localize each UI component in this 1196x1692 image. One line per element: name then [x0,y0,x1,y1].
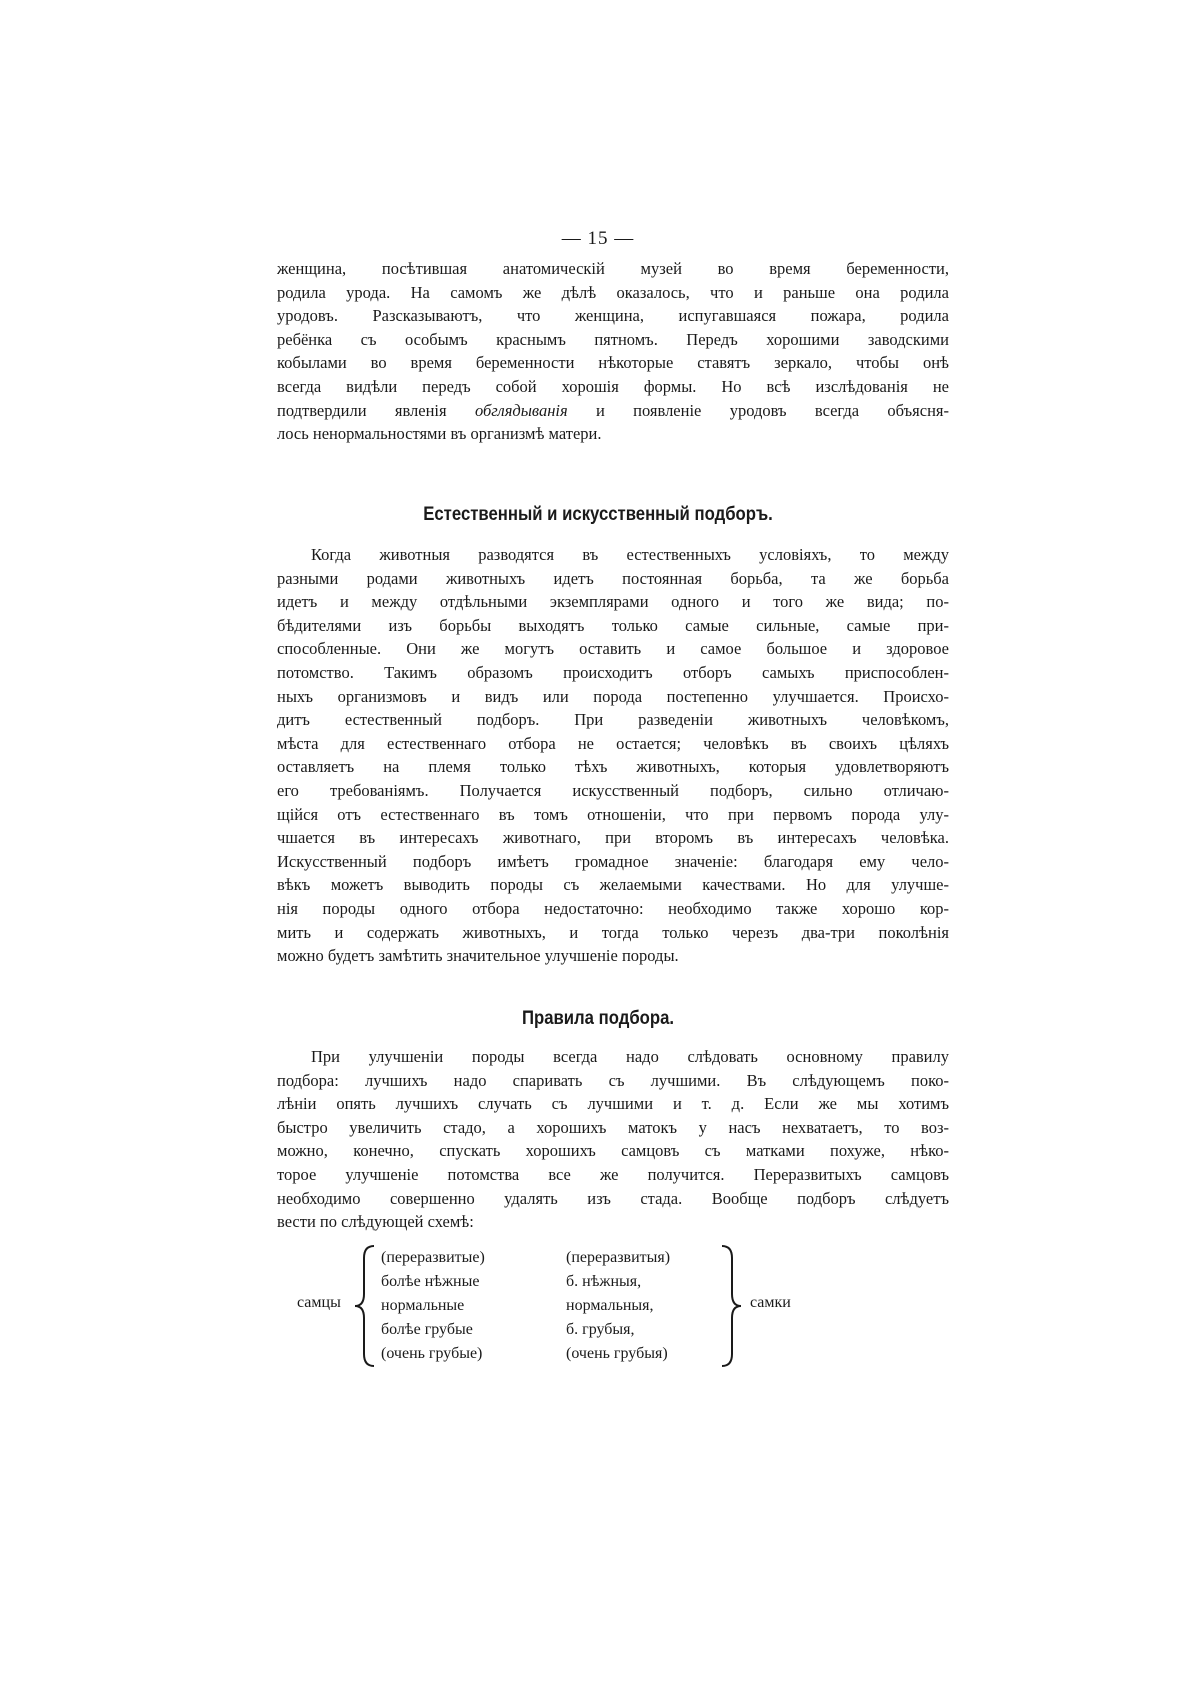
text-line: ныхъ организмовъ и видъ или порода постепенно улучшается. Происхо- [277,686,949,706]
text-line: дитъ естественный подборъ. При разведеніи животныхъ человѣкомъ, [277,710,949,730]
females-column [566,1246,670,1366]
male-category: (переразвитые) [381,1249,485,1266]
text-line: можно будетъ замѣтить значительное улучшеніе породы. [277,946,679,966]
text-line: щійся отъ естественнаго въ томъ отношеніи, что при первомъ порода улу- [277,804,949,824]
text-line: можно, конечно, спускать хорошихъ самцовъ съ матками похуже, нѣко- [277,1141,949,1161]
male-category: нормальные [381,1297,465,1314]
italic-term: обглядыванія [474,400,568,420]
male-category: (очень грубые) [381,1345,483,1362]
text-line: женщина, посѣтившая анатомическій музей во время беременности, [277,259,949,278]
section-heading: Правила подбора. [521,1008,675,1029]
text-line: уродовъ. Разсказываютъ, что женщина, испугавшаяся пожара, родила [277,306,949,326]
males-label: самцы [297,1294,341,1311]
female-category: (очень грубыя) [566,1345,668,1362]
text-line: способленные. Они же могутъ оставить и самое большое и здоровое [277,639,949,659]
page-number: — 15 — [561,228,635,249]
text-line: оставляетъ на племя только тѣхъ животныхъ, которыя удовлетворяютъ [277,757,949,777]
text-line: При улучшеніи породы всегда надо слѣдовать основному правилу [311,1047,949,1066]
text-line: родила урода. На самомъ же дѣлѣ оказалось, что и раньше она родила [277,282,949,302]
text-line: вѣкъ можетъ выводить породы съ желаемыми качествами. Но для улучше- [277,875,949,895]
text-fragment: подтвердили явленія [277,400,447,420]
intro-paragraph [277,257,949,446]
text-line: вести по слѣдующей схемѣ: [277,1212,474,1232]
text-line: нія породы одного отбора недостаточно: необходимо также хорошо кор- [277,898,949,918]
text-line: Искусственный подборъ имѣетъ громадное значеніе: благодаря ему чело- [277,851,949,871]
right-brace-icon [718,1244,744,1369]
text-line: лѣніи опять лучшихъ случать съ лучшими и т. д. Если же мы хотимъ [277,1094,949,1114]
text-line: всегда видѣли передъ собой хорошія формы. Но всѣ изслѣдованія не [277,376,949,396]
female-category: (переразвитыя) [566,1249,671,1266]
females-label: самки [750,1294,791,1311]
male-category: болѣе нѣжные [381,1273,480,1290]
text-line: его требованіямъ. Получается искусственный подборъ, сильно отличаю- [277,780,949,800]
female-category: нормальныя, [566,1297,654,1314]
text-line: разными родами животныхъ идетъ постоянная борьба, та же борьба [277,568,949,588]
text-line: кобылами во время беременности нѣкоторые ставятъ зеркало, чтобы онѣ [277,353,949,373]
female-category: б. нѣжныя, [566,1273,642,1290]
text-line: ребёнка съ особымъ краснымъ пятномъ. Передъ хорошими заводскими [277,329,949,349]
natural-selection-paragraph [277,543,949,968]
text-line: потомство. Такимъ образомъ происходитъ отборъ самыхъ приспособлен- [277,662,949,682]
text-line: бѣдителями изъ борьбы выходятъ только самые сильные, самые при- [277,615,949,635]
text-line: мить и содержать животныхъ, и тогда только черезъ два-три поколѣнія [277,922,949,942]
text-line: мѣста для естественнаго отбора не остается; человѣкъ въ своихъ цѣляхъ [277,733,949,753]
text-line: чшается въ интересахъ животнаго, при второмъ въ интересахъ человѣка. [277,828,949,848]
section-heading: Естественный и искусственный подборъ. [423,504,773,525]
text-line: идетъ и между отдѣльными экземплярами одного и того же вида; по- [277,592,949,612]
text-line: быстро увеличить стадо, а хорошихъ матокъ у насъ нехватаетъ, то воз- [277,1117,949,1137]
text-line: лось ненормальностями въ организмѣ матери. [277,424,602,444]
text-line: торое улучшеніе потомства все же получится. Переразвитыхъ самцовъ [277,1164,949,1184]
text-line: необходимо совершенно удалять изъ стада. Вообще подборъ слѣдуетъ [277,1188,949,1208]
selection-rules-paragraph [277,1045,949,1234]
text-line: Когда животныя разводятся въ естественныхъ условіяхъ, то между [311,545,949,564]
male-category: болѣе грубые [381,1321,473,1338]
text-line: подбора: лучшихъ надо спаривать съ лучшими. Въ слѣдующемъ поко- [277,1070,949,1090]
males-column [381,1246,485,1366]
text-line [277,399,949,423]
left-brace-icon [352,1244,378,1369]
female-category: б. грубыя, [566,1321,635,1338]
text-fragment: и появленіе уродовъ всегда объясня- [595,400,950,420]
breeding-scheme [0,1244,1196,1369]
